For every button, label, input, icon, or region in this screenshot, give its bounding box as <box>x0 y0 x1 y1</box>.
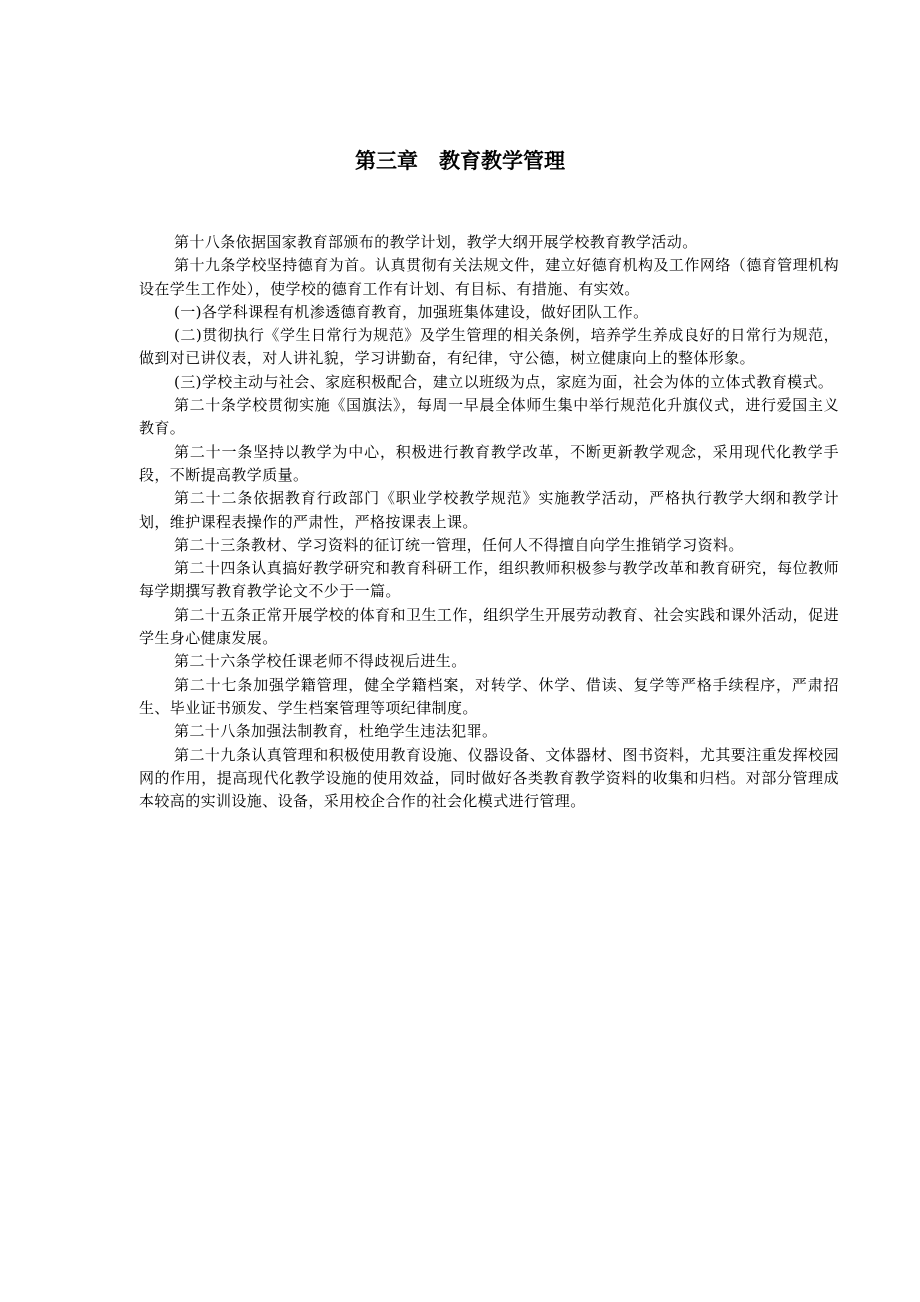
paragraph-article-28: 第二十八条加强法制教育，杜绝学生违法犯罪。 <box>174 722 498 741</box>
paragraph-article-23: 第二十三条教材、学习资料的征订统一管理，任何人不得擅自向学生推销学习资料。 <box>174 535 744 554</box>
paragraph-article-26: 第二十六条学校任课老师不得歧视后进生。 <box>174 652 467 671</box>
paragraph-article-18: 第十八条依据国家教育部颁布的教学计划，教学大纲开展学校教育教学活动。 <box>174 233 698 251</box>
paragraph-article-24: 第二十四条认真搞好教学研究和教育科研工作，组织教师积极参与教学改革和教育研究，每位教师每学期撰写教育教学论文不少于一篇。 <box>139 559 839 601</box>
chapter-title: 第三章 教育教学管理 <box>355 149 565 173</box>
paragraph-article-29: 第二十九条认真管理和积极使用教育设施、仪器设备、文体器材、图书资料，尤其要注重发挥校园网的作用，提高现代化教学设施的使用效益，同时做好各类教育教学资料的收集和归档。对部分管理成本较高的实训设施、设备，采用校企合作的社会化模式进行管理。 <box>139 745 839 811</box>
paragraph-item-1: (一)各学科课程有机渗透德育教育，加强班集体建设，做好团队工作。 <box>174 302 649 321</box>
body-text <box>139 231 839 813</box>
paragraph-article-27: 第二十七条加强学籍管理，健全学籍档案，对转学、休学、借读、复学等严格手续程序，严肃招生、毕业证书颁发、学生档案管理等项纪律制度。 <box>139 675 839 717</box>
paragraph-article-21: 第二十一条坚持以教学为中心，积极进行教育教学改革，不断更新教学观念，采用现代化教学手段，不断提高教学质量。 <box>139 442 839 484</box>
paragraph-item-3: (三)学校主动与社会、家庭积极配合，建立以班级为点，家庭为面，社会为体的立体式教育模式。 <box>174 372 834 391</box>
paragraph-item-2: (二)贯彻执行《学生日常行为规范》及学生管理的相关条例，培养学生养成良好的日常行为规范，做到对已讲仪表，对人讲礼貌，学习讲勤奋，有纪律，守公德，树立健康向上的整体形象。 <box>139 326 839 368</box>
paragraph-article-22: 第二十二条依据教育行政部门《职业学校教学规范》实施教学活动，严格执行教学大纲和教学计划，维护课程表操作的严肃性，严格按课表上课。 <box>139 489 839 531</box>
paragraph-article-19: 第十九条学校坚持德育为首。认真贯彻有关法规文件，建立好德育机构及工作网络（德育管理机构设在学生工作处），使学校的德育工作有计划、有目标、有措施、有实效。 <box>139 256 839 298</box>
paragraph-article-25: 第二十五条正常开展学校的体育和卫生工作，组织学生开展劳动教育、社会实践和课外活动，促进学生身心健康发展。 <box>139 605 839 648</box>
paragraph-article-20: 第二十条学校贯彻实施《国旗法》，每周一早晨全体师生集中举行规范化升旗仪式，进行爱国主义教育。 <box>139 396 839 438</box>
